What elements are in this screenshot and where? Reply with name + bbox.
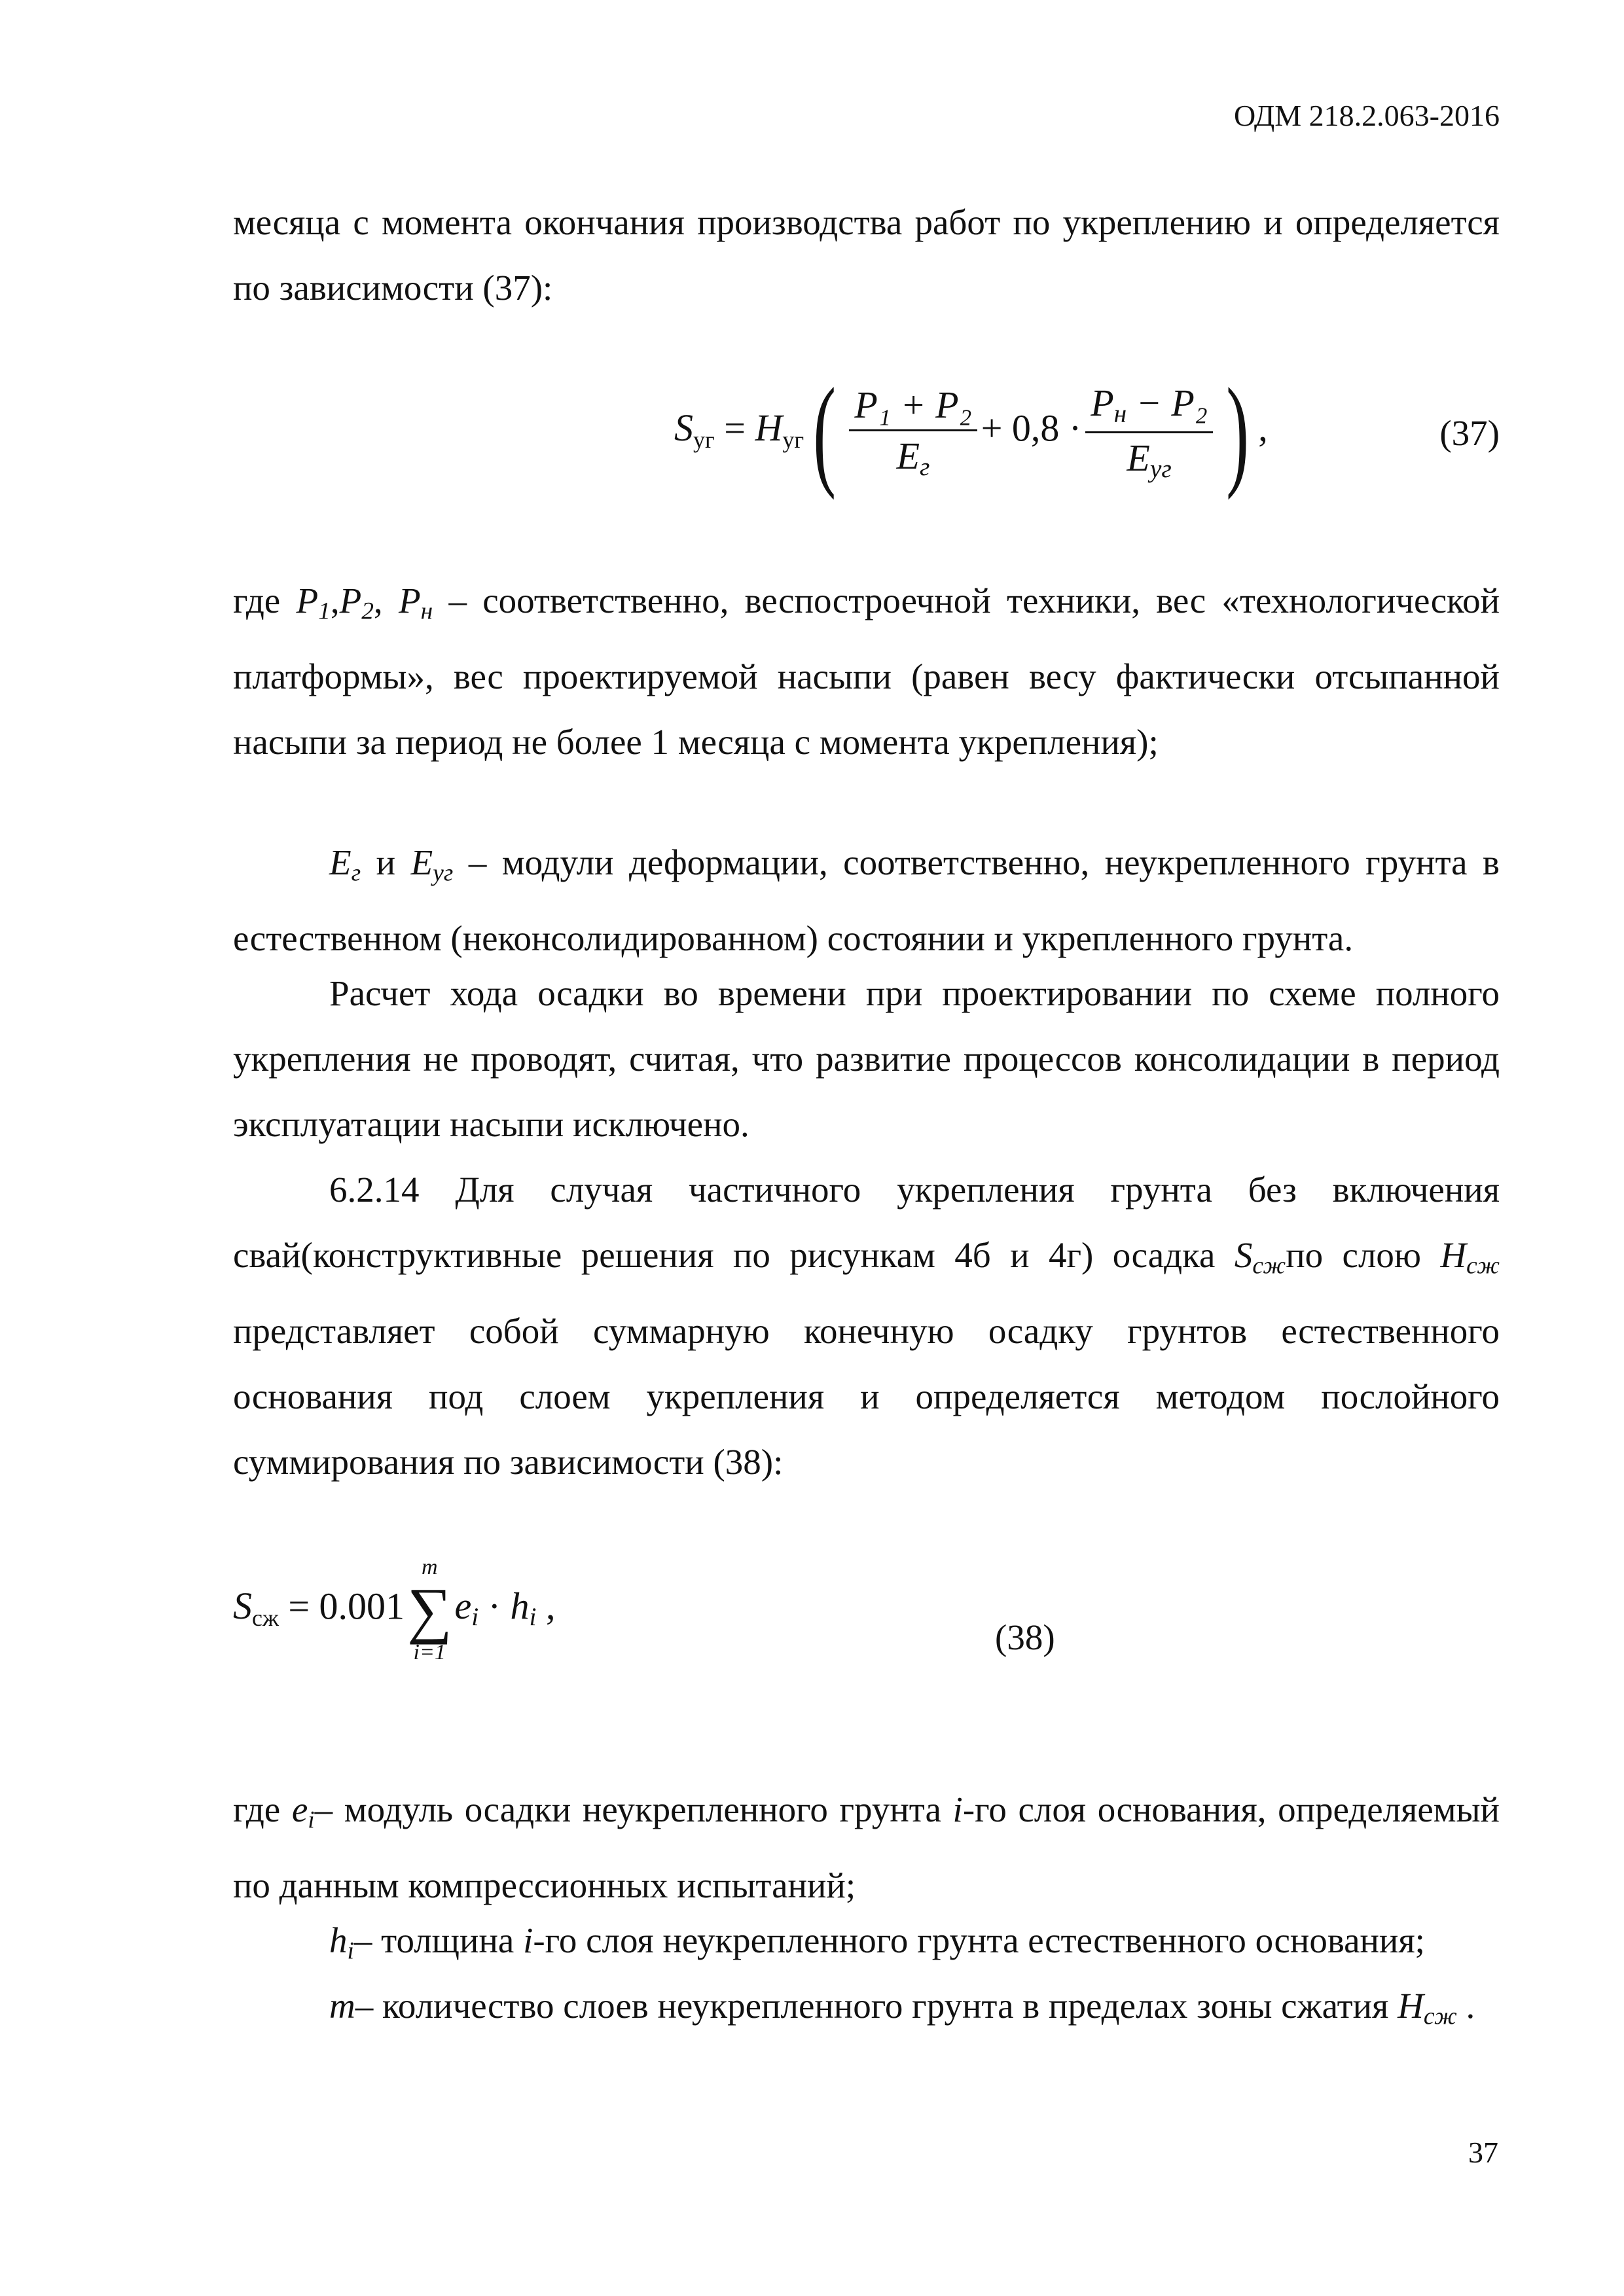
settlement-calc-paragraph: Расчет хода осадки во времени при проектировании по схеме полного укрепления не проводят, считая, что развитие процессов консолидации в период эксплуатации насыпи исключено.	[233, 973, 1500, 1144]
formula-38	[233, 1554, 555, 1666]
eq37-h: Hуг	[755, 406, 804, 454]
eq37-fraction-2: $\frac{P_н - P_2}{E_{уг}}$	[1085, 381, 1213, 484]
eq37-fraction-1: $\frac{\text{P₁ + P₂}}{E_г}$	[849, 383, 977, 482]
where-e-paragraph: где $e_i-$ модуль осадки неукрепленного грунта i-го слоя основания, определяемый по данным компрессионных испытаний;	[233, 1789, 1500, 1906]
eq37-equals: =	[714, 406, 755, 450]
eq37-left-paren: (	[813, 363, 837, 501]
eq38-comma: ,	[536, 1585, 556, 1628]
summation-icon: m ∑ i=1	[407, 1555, 452, 1664]
eq38-coefficient: = 0.001	[278, 1585, 405, 1628]
eq37-plus-coef: + 0,8 ·	[981, 406, 1082, 450]
eq37-right-paren: )	[1226, 363, 1249, 501]
document-code-header: ОДМ 218.2.063-2016	[1233, 99, 1500, 132]
eq38-h: $h_i$	[510, 1585, 537, 1632]
equation-number-37: (37)	[1439, 413, 1500, 453]
eq38-e: $e_i$	[454, 1585, 479, 1632]
intro-paragraph: месяца с момента окончания производства работ по укреплению и определяется по зависимости (37):	[233, 202, 1500, 308]
formula-37	[674, 363, 1268, 501]
eq38-dot: ·	[478, 1585, 511, 1628]
section-6-2-14-paragraph: 6.2.14 Для случая частичного укрепления грунта без включения свай(конструктивные решения по рисункам 4б и 4г) осадка $S_{сж}по$ слою $H_{сж}$ представляет собой суммарную конечную осадку грунтов естественного основания под слоем укрепления и определяется методом послойного суммирования по зависимости (38):	[233, 1170, 1500, 1482]
definition-m-paragraph: m– количество слоев неукрепленного грунта в пределах зоны сжатия $H_{сж}$ .	[329, 1986, 1475, 2030]
eq37-comma: ,	[1258, 406, 1268, 450]
page-number: 37	[1468, 2136, 1498, 2169]
eq38-lhs: Sсж	[233, 1585, 279, 1632]
where-p-paragraph: где $P_1,P_2$, $P_н$ – соответственно, веспостроечной техники, вес «технологической платформы», вес проектируемой насыпи (равен весу фактически отсыпанной насыпи за период не более 1 месяца с момента укрепления);	[233, 581, 1500, 762]
equation-number-38: (38)	[995, 1617, 1055, 1657]
definition-e-paragraph: $E_г$ и $E_{уг}$ – модули деформации, соответственно, неукрепленного грунта в естественном (неконсолидированном) состоянии и укрепленного грунта.	[233, 842, 1500, 959]
eq37-lhs: Sуг	[674, 406, 715, 454]
definition-h-paragraph: $h_i-$ толщина i-го слоя неукрепленного грунта естественного основания;	[329, 1920, 1425, 1965]
